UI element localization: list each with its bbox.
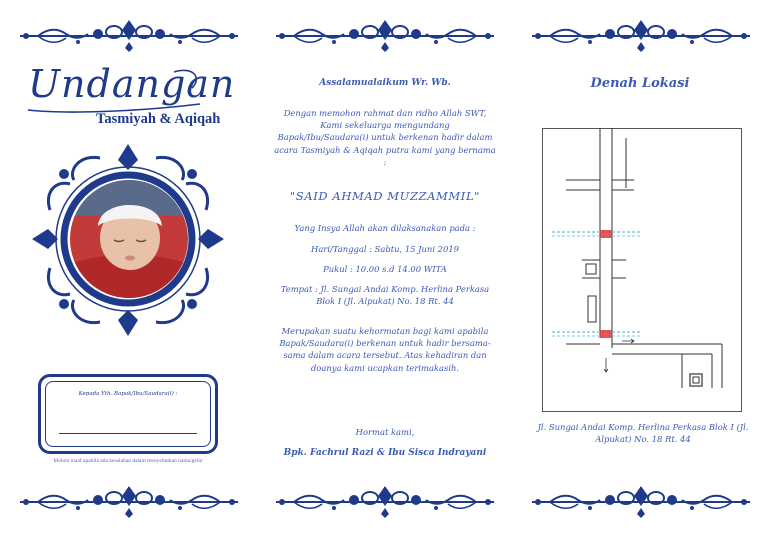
map-title: Denah Lokasi <box>590 76 690 91</box>
ornament-bottom-middle <box>274 484 496 520</box>
invitation-text-panel <box>256 0 512 543</box>
recipient-name-line <box>59 433 197 434</box>
title-flourish <box>24 64 204 116</box>
host-names: Bpk. Fachrul Razi & Ibu Sisca Indrayani <box>283 448 487 458</box>
invitation-title: Undangan <box>28 62 236 106</box>
child-name: "SAID AHMAD MUZZAMMIL" <box>289 189 481 203</box>
ornament-bottom-left <box>18 484 240 520</box>
regards: Hormat kami, <box>355 427 415 437</box>
map-panel <box>512 0 768 543</box>
event-time: Pukul : 10.00 s.d 14.00 WITA <box>323 264 447 274</box>
intro-paragraph: Dengan memohon rahmat dan ridho Allah SWT, Kami sekeluarga mengundang Bapak/Ibu/Saudara(i) untuk berkenan hadir dalam acara Tasmiyah & Aqiqah putra kami yang bernama : <box>274 108 496 167</box>
closing-paragraph: Merupakan suatu kehormatan bagi kami apabila Bapak/Saudara(i) berkenan untuk hadir bersama-sama dalam acara tersebut. Atas kehadiran dan doanya kami ucapkan terimakasih. <box>279 326 491 373</box>
recipient-label: Kepada Yth. Bapak/Ibu/Saudara(i) : <box>78 391 178 397</box>
invitation-subtitle: Tasmiyah & Aqiqah <box>96 111 221 127</box>
greeting: Assalamualaikum Wr. Wb. <box>319 78 451 88</box>
ornament-top-left <box>18 18 240 54</box>
recipient-name-box[interactable] <box>38 374 218 454</box>
apology-note: Mohon maaf apabila ada kesalahan dalam menyebutkan nama/gelar <box>53 458 203 464</box>
baby-photo <box>70 180 188 298</box>
map-address: Jl. Sungai Andai Komp. Herlina Perkasa Blok I (Jl. Alpukat) No. 18 Rt. 44 <box>537 422 749 444</box>
location-map <box>542 128 742 412</box>
event-date: Hari/Tanggal : Sabtu, 15 Juni 2019 <box>311 244 459 254</box>
ornament-top-middle <box>274 18 496 54</box>
ornament-bottom-right <box>530 484 752 520</box>
event-intro: Yang Insya Allah akan dilaksanakan pada : <box>294 223 476 233</box>
event-place: Tempat : Jl. Sungai Andai Komp. Herlina Perkasa Blok I (Jl. Alpukat) No. 18 Rt. 44 <box>280 284 490 307</box>
cover-panel <box>0 0 256 543</box>
ornament-top-right <box>530 18 752 54</box>
